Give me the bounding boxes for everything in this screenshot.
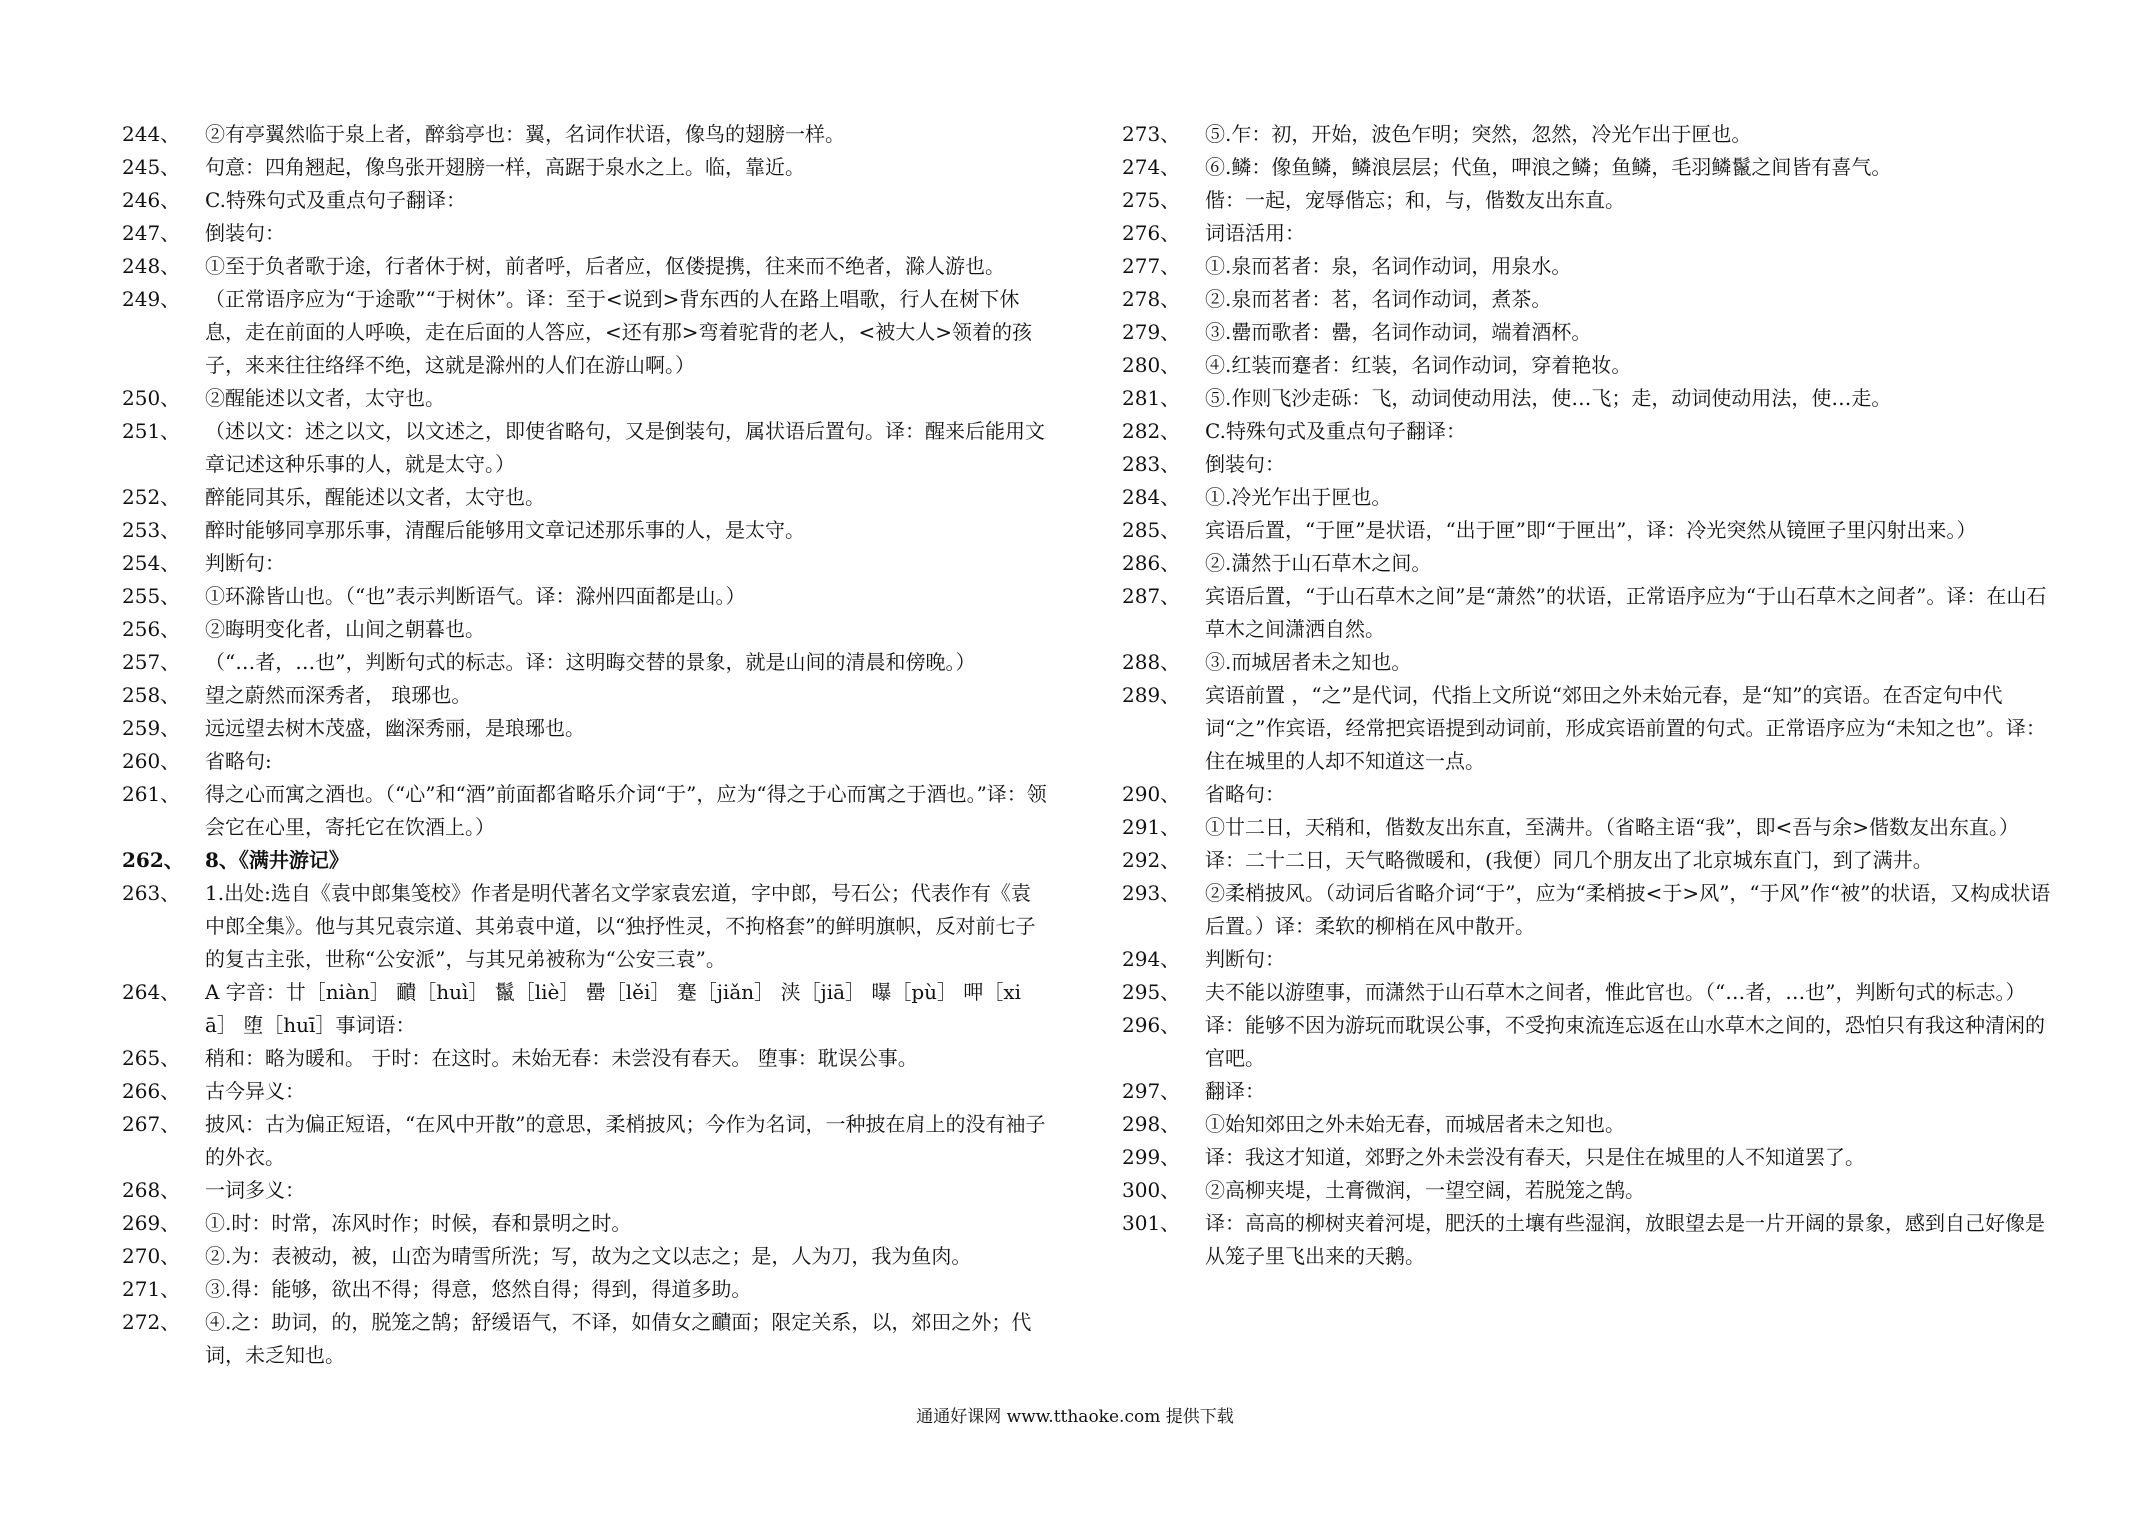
line-number: 284、 — [1122, 485, 1181, 509]
line-text: ⑤.乍：初，开始，波色乍明；突然，忽然，冷光乍出于匣也。 — [1205, 122, 1752, 146]
line-text: 句意：四角翘起，像鸟张开翅膀一样，高踞于泉水之上。临，靠近。 — [205, 155, 805, 179]
line-text: A 字音：廿［niàn］ 靧［huì］ 鬣［liè］ 罍［lěi］ 蹇［jiǎn］ 浃［jiā］ 曝［pù］ 呷［xiā］ 堕［huī］事词语： — [205, 980, 1022, 1037]
numbered-line — [1122, 217, 2054, 250]
numbered-line — [1122, 811, 2054, 844]
line-number: 286、 — [1122, 551, 1181, 575]
line-number: 260、 — [122, 749, 181, 773]
numbered-line — [122, 844, 1047, 877]
line-number: 276、 — [1122, 221, 1181, 245]
line-number: 258、 — [122, 683, 181, 707]
line-number: 270、 — [122, 1244, 181, 1268]
line-text: 翻译： — [1205, 1079, 1265, 1103]
line-text: ①环滁皆山也。（“也”表示判断语气。译：滁州四面都是山。） — [205, 584, 746, 608]
numbered-line — [1122, 481, 2054, 514]
line-text: 译：二十二日，天气略微暖和，(我便）同几个朋友出了北京城东直门，到了满井。 — [1205, 848, 1933, 872]
line-text: ②晦明变化者，山间之朝暮也。 — [205, 617, 485, 641]
line-text: 宾语后置，“于匣”是状语，“出于匣”即“于匣出”，译：冷光突然从镜匣子里闪射出来。） — [1205, 518, 1977, 542]
line-text: ②柔梢披风。（动词后省略介词“于”，应为“柔梢披<于>风”，“于风”作“被”的状语，又构成状语后置。）译：柔软的柳梢在风中散开。 — [1205, 881, 2051, 938]
line-number: 251、 — [122, 419, 181, 443]
numbered-line — [122, 217, 1047, 250]
line-text: C.特殊句式及重点句子翻译： — [1205, 419, 1466, 443]
line-number: 277、 — [1122, 254, 1181, 278]
line-text: （正常语序应为“于途歌”“于树休”。译：至于<说到>背东西的人在路上唱歌，行人在树下休息，走在前面的人呼唤，走在后面的人答应，<还有那>弯着驼背的老人，<被大人>领着的孩子，来来往往络绎不绝，这就是滁州的人们在游山啊。） — [205, 287, 1033, 377]
line-text: 判断句： — [1205, 947, 1285, 971]
numbered-line — [1122, 1141, 2054, 1174]
line-text: 披风：古为偏正短语，“在风中开散”的意思，柔梢披风；今作为名词，一种披在肩上的没有袖子的外衣。 — [205, 1112, 1046, 1169]
numbered-line — [122, 613, 1047, 646]
numbered-line — [122, 514, 1047, 547]
line-text: ②.泉而茗者：茗，名词作动词，煮茶。 — [1205, 287, 1552, 311]
line-text: 倒装句： — [205, 221, 285, 245]
line-text: 偕：一起，宠辱偕忘；和，与，偕数友出东直。 — [1205, 188, 1625, 212]
line-text: 省略句： — [1205, 782, 1285, 806]
numbered-line — [122, 778, 1047, 844]
line-number: 298、 — [1122, 1112, 1181, 1136]
line-text: 译：高高的柳树夹着河堤，肥沃的土壤有些湿润，放眼望去是一片开阔的景象，感到自己好像是从笼子里飞出来的天鹅。 — [1205, 1211, 2045, 1268]
line-number: 246、 — [122, 188, 181, 212]
line-text: ①廿二日，天稍和，偕数友出东直，至满井。（省略主语“我”，即<吾与余>偕数友出东直。） — [1205, 815, 2019, 839]
numbered-line — [122, 382, 1047, 415]
line-text: 得之心而寓之酒也。（“心”和“酒”前面都省略乐介词“于”，应为“得之于心而寓之于酒也。”译：领会它在心里，寄托它在饮酒上。） — [205, 782, 1047, 839]
numbered-line — [1122, 679, 2054, 778]
numbered-line — [1122, 1108, 2054, 1141]
line-text: 醉能同其乐，醒能述以文者，太守也。 — [205, 485, 545, 509]
line-text: 醉时能够同享那乐事，清醒后能够用文章记述那乐事的人，是太守。 — [205, 518, 805, 542]
line-number: 256、 — [122, 617, 181, 641]
line-number: 249、 — [122, 287, 181, 311]
line-text: ③.而城居者未之知也。 — [1205, 650, 1412, 674]
line-number: 281、 — [1122, 386, 1181, 410]
line-number: 267、 — [122, 1112, 181, 1136]
numbered-line — [122, 1042, 1047, 1075]
line-text: ④.之：助词，的，脱笼之鹄；舒缓语气，不译，如倩女之靧面；限定关系，以，郊田之外；代词，未乏知也。 — [205, 1310, 1032, 1367]
line-text: 1.出处:选自《袁中郎集笺校》作者是明代著名文学家袁宏道，字中郎，号石公；代表作有《袁中郎全集》。他与其兄袁宗道、其弟袁中道，以“独抒性灵，不拘格套”的鲜明旗帜，反对前七子的复古主张，世称“公安派”，与其兄弟被称为“公安三袁”。 — [205, 881, 1036, 971]
line-text: 省略句: — [205, 749, 272, 773]
numbered-line — [1122, 448, 2054, 481]
line-text: ①至于负者歌于途，行者休于树，前者呼，后者应，伛偻提携，往来而不绝者，滁人游也。 — [205, 254, 1005, 278]
line-number: 272、 — [122, 1310, 181, 1334]
line-number: 278、 — [1122, 287, 1181, 311]
line-text: ③.得：能够，欲出不得；得意，悠然自得；得到，得道多助。 — [205, 1277, 752, 1301]
line-number: 257、 — [122, 650, 181, 674]
line-text: ②有亭翼然临于泉上者，醉翁亭也：翼，名词作状语，像鸟的翅膀一样。 — [205, 122, 845, 146]
line-number: 269、 — [122, 1211, 181, 1235]
line-number: 279、 — [1122, 320, 1181, 344]
line-number: 287、 — [1122, 584, 1181, 608]
line-text: ⑥.鳞：像鱼鳞，鳞浪层层；代鱼，呷浪之鳞；鱼鳞，毛羽鳞鬣之间皆有喜气。 — [1205, 155, 1892, 179]
numbered-line — [1122, 349, 2054, 382]
line-number: 293、 — [1122, 881, 1181, 905]
line-number: 300、 — [1122, 1178, 1181, 1202]
line-number: 252、 — [122, 485, 181, 509]
line-text: ②.为：表被动，被，山峦为晴雪所洗；写，故为之文以志之；是，人为刀，我为鱼肉。 — [205, 1244, 972, 1268]
line-text: 宾语前置 ，“之”是代词，代指上文所说“郊田之外未始元春，是“知”的宾语。在否定句中代词“之”作宾语，经常把宾语提到动词前，形成宾语前置的句式。正常语序应为“未知之也”。译：住在城里的人却不知道这一点。 — [1205, 683, 2046, 773]
line-text: （“…者，…也”，判断句式的标志。译：这明晦交替的景象，就是山间的清晨和傍晚。） — [205, 650, 976, 674]
line-text: 词语活用： — [1205, 221, 1305, 245]
line-text: ③.罍而歌者：罍，名词作动词，端着酒杯。 — [1205, 320, 1592, 344]
line-number: 288、 — [1122, 650, 1181, 674]
line-number: 283、 — [1122, 452, 1181, 476]
line-text: 译：我这才知道，郊野之外未尝没有春天，只是住在城里的人不知道罢了。 — [1205, 1145, 1865, 1169]
numbered-line — [122, 1273, 1047, 1306]
line-number: 292、 — [1122, 848, 1181, 872]
numbered-line — [122, 250, 1047, 283]
line-text: C.特殊句式及重点句子翻译： — [205, 188, 466, 212]
numbered-line — [122, 184, 1047, 217]
line-number: 290、 — [1122, 782, 1181, 806]
line-text: 稍和：略为暖和。 于时：在这时。未始无春：未尝没有春天。 堕事：耽误公事。 — [205, 1046, 918, 1070]
numbered-line — [1122, 250, 2054, 283]
numbered-line — [122, 712, 1047, 745]
numbered-line — [1122, 976, 2054, 1009]
line-number: 253、 — [122, 518, 181, 542]
line-text: ①.泉而茗者：泉，名词作动词，用泉水。 — [1205, 254, 1572, 278]
line-text: 一词多义： — [205, 1178, 305, 1202]
line-text: 译：能够不因为游玩而耽误公事，不受拘束流连忘返在山水草木之间的，恐怕只有我这种清闲的官吧。 — [1205, 1013, 2045, 1070]
line-number: 263、 — [122, 881, 181, 905]
numbered-line — [1122, 1207, 2054, 1273]
numbered-line — [1122, 580, 2054, 646]
line-number: 297、 — [1122, 1079, 1181, 1103]
numbered-line — [122, 283, 1047, 382]
line-number: 247、 — [122, 221, 181, 245]
line-text: 古今异义： — [205, 1079, 305, 1103]
line-text: ④.红装而蹇者：红装，名词作动词，穿着艳妆。 — [1205, 353, 1632, 377]
numbered-line — [122, 646, 1047, 679]
numbered-line — [122, 976, 1047, 1042]
line-number: 274、 — [1122, 155, 1181, 179]
numbered-line — [1122, 382, 2054, 415]
line-text: 8、《满井游记》 — [205, 848, 349, 872]
numbered-line — [1122, 1009, 2054, 1075]
line-text: 倒装句： — [1205, 452, 1285, 476]
numbered-line — [1122, 415, 2054, 448]
line-text: ②.潇然于山石草木之间。 — [1205, 551, 1432, 575]
line-text: ⑤.作则飞沙走砾：飞，动词使动用法，使…飞；走，动词使动用法，使…走。 — [1205, 386, 1892, 410]
line-number: 261、 — [122, 782, 181, 806]
line-text: 远远望去树木茂盛，幽深秀丽，是琅琊也。 — [205, 716, 585, 740]
line-text: （述以文：述之以文，以文述之，即使省略句，又是倒装句，属状语后置句。译：醒来后能用文章记述这种乐事的人，就是太守。） — [205, 419, 1045, 476]
line-number: 262、 — [122, 848, 184, 872]
line-number: 259、 — [122, 716, 181, 740]
numbered-line — [122, 415, 1047, 481]
numbered-line — [1122, 118, 2054, 151]
line-text: 望之蔚然而深秀者， 琅琊也。 — [205, 683, 472, 707]
numbered-line — [1122, 316, 2054, 349]
line-number: 296、 — [1122, 1013, 1181, 1037]
numbered-line — [122, 679, 1047, 712]
numbered-line — [122, 580, 1047, 613]
numbered-line — [122, 1207, 1047, 1240]
line-text: 判断句： — [205, 551, 285, 575]
line-text: ①.冷光乍出于匣也。 — [1205, 485, 1392, 509]
numbered-line — [122, 877, 1047, 976]
numbered-line — [1122, 283, 2054, 316]
page-footer: 通通好课网 www.tthaoke.com 提供下载 — [916, 1407, 1234, 1427]
line-number: 255、 — [122, 584, 181, 608]
line-number: 266、 — [122, 1079, 181, 1103]
numbered-line — [1122, 514, 2054, 547]
numbered-line — [1122, 151, 2054, 184]
line-text: ①始知郊田之外未始无春，而城居者未之知也。 — [1205, 1112, 1625, 1136]
numbered-line — [122, 481, 1047, 514]
numbered-line — [1122, 184, 2054, 217]
numbered-line — [1122, 844, 2054, 877]
numbered-line — [122, 118, 1047, 151]
line-number: 268、 — [122, 1178, 181, 1202]
left-column — [122, 118, 1047, 1372]
numbered-line — [122, 547, 1047, 580]
line-number: 301、 — [1122, 1211, 1181, 1235]
line-number: 273、 — [1122, 122, 1181, 146]
line-number: 245、 — [122, 155, 181, 179]
line-number: 250、 — [122, 386, 181, 410]
line-number: 289、 — [1122, 683, 1181, 707]
numbered-line — [122, 151, 1047, 184]
numbered-line — [122, 1108, 1047, 1174]
numbered-line — [1122, 1075, 2054, 1108]
line-number: 271、 — [122, 1277, 181, 1301]
line-number: 285、 — [1122, 518, 1181, 542]
line-number: 264、 — [122, 980, 181, 1004]
numbered-line — [122, 1306, 1047, 1372]
line-number: 291、 — [1122, 815, 1181, 839]
line-number: 275、 — [1122, 188, 1181, 212]
line-number: 299、 — [1122, 1145, 1181, 1169]
numbered-line — [122, 1240, 1047, 1273]
line-number: 294、 — [1122, 947, 1181, 971]
numbered-line — [122, 745, 1047, 778]
right-column — [1122, 118, 2054, 1273]
line-number: 280、 — [1122, 353, 1181, 377]
line-number: 295、 — [1122, 980, 1181, 1004]
line-text: 夫不能以游堕事，而潇然于山石草木之间者，惟此官也。（“…者，…也”，判断句式的标志。） — [1205, 980, 2026, 1004]
numbered-line — [1122, 547, 2054, 580]
line-number: 244、 — [122, 122, 181, 146]
line-number: 282、 — [1122, 419, 1181, 443]
numbered-line — [1122, 1174, 2054, 1207]
line-text: 宾语后置，“于山石草木之间”是“萧然”的状语，正常语序应为“于山石草木之间者”。译：在山石草木之间潇洒自然。 — [1205, 584, 2047, 641]
line-number: 248、 — [122, 254, 181, 278]
line-number: 265、 — [122, 1046, 181, 1070]
numbered-line — [1122, 877, 2054, 943]
numbered-line — [1122, 778, 2054, 811]
line-text: ②醒能述以文者，太守也。 — [205, 386, 445, 410]
numbered-line — [1122, 646, 2054, 679]
line-text: ①.时：时常，冻风时作；时候，春和景明之时。 — [205, 1211, 632, 1235]
numbered-line — [122, 1075, 1047, 1108]
numbered-line — [122, 1174, 1047, 1207]
line-text: ②高柳夹堤，土膏微润，一望空阔，若脱笼之鹄。 — [1205, 1178, 1645, 1202]
line-number: 254、 — [122, 551, 181, 575]
numbered-line — [1122, 943, 2054, 976]
